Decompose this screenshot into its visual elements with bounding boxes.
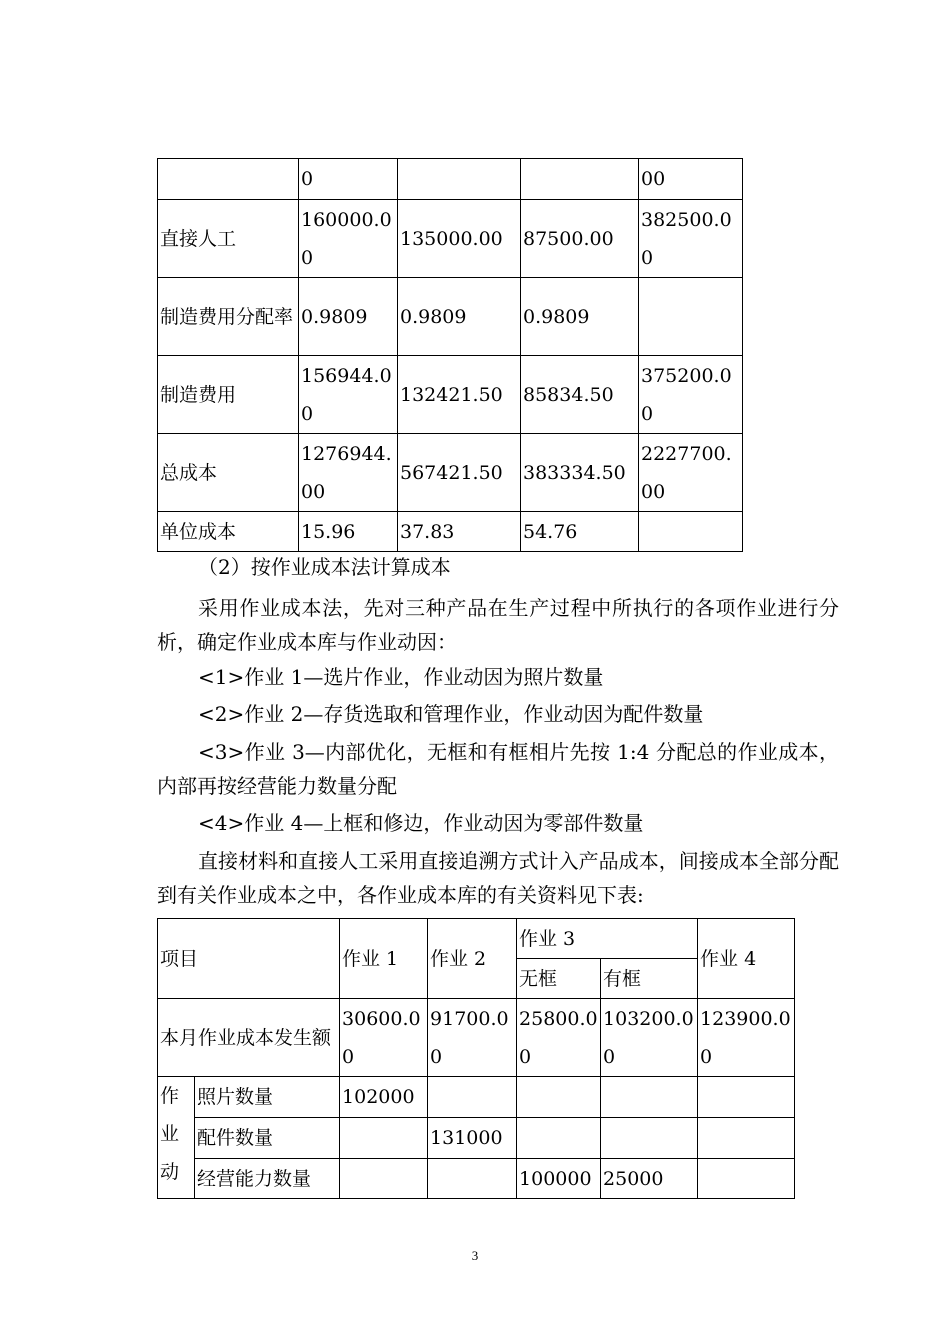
cell-value: 156944.00 [299, 356, 398, 434]
cell-value [521, 159, 639, 200]
cell-value: 375200.00 [639, 356, 743, 434]
activity-item: <2>作业 2—存货选取和管理作业，作业动因为配件数量 [198, 702, 704, 726]
cell-value: 0.9809 [398, 278, 521, 356]
row-label: 制造费用分配率 [158, 278, 299, 356]
cell-value: 30600.00 [340, 999, 428, 1077]
table-row [158, 999, 795, 1077]
cell-value [601, 1118, 698, 1159]
header-op4: 作业 4 [698, 919, 795, 999]
cell-value: 382500.00 [639, 200, 743, 278]
cell-value: 132421.50 [398, 356, 521, 434]
table-row [158, 278, 743, 356]
driver-group-label [158, 1077, 195, 1199]
cell-value: 00 [639, 159, 743, 200]
row-label [158, 159, 299, 200]
table-row [158, 200, 743, 278]
cell-value: 85834.50 [521, 356, 639, 434]
cell-value [428, 1159, 517, 1199]
row-label: 本月作业成本发生额 [158, 999, 340, 1077]
table-row [158, 356, 743, 434]
header-item: 项目 [158, 919, 340, 999]
cell-value: 567421.50 [398, 434, 521, 512]
cell-value: 54.76 [521, 512, 639, 552]
table-row [158, 159, 743, 200]
header-op1: 作业 1 [340, 919, 428, 999]
cell-value: 135000.00 [398, 200, 521, 278]
cell-value [698, 1118, 795, 1159]
cell-value: 160000.00 [299, 200, 398, 278]
cell-value: 25000 [601, 1159, 698, 1199]
cell-value [517, 1118, 601, 1159]
cell-value: 123900.00 [698, 999, 795, 1077]
row-label: 制造费用 [158, 356, 299, 434]
row-label: 直接人工 [158, 200, 299, 278]
table-row [158, 1159, 795, 1199]
cell-value [639, 512, 743, 552]
cell-value: 1276944.00 [299, 434, 398, 512]
cell-value: 102000 [340, 1077, 428, 1118]
row-label: 配件数量 [195, 1118, 340, 1159]
cell-value: 0.9809 [521, 278, 639, 356]
section-heading: （2）按作业成本法计算成本 [198, 555, 451, 579]
cell-value: 103200.00 [601, 999, 698, 1077]
cell-value [639, 278, 743, 356]
cell-value: 87500.00 [521, 200, 639, 278]
page-number: 3 [471, 1248, 479, 1263]
row-label: 总成本 [158, 434, 299, 512]
traditional-cost-table [157, 158, 743, 552]
header-op3-framed: 有框 [601, 959, 698, 999]
cell-value [698, 1077, 795, 1118]
header-op2: 作业 2 [428, 919, 517, 999]
cell-value: 2227700.00 [639, 434, 743, 512]
cell-value [340, 1159, 428, 1199]
cell-value: 37.83 [398, 512, 521, 552]
cell-value: 15.96 [299, 512, 398, 552]
cell-value: 25800.00 [517, 999, 601, 1077]
table-row [158, 512, 743, 552]
activity-item: <1>作业 1—选片作业，作业动因为照片数量 [198, 665, 604, 689]
cell-value: 131000 [428, 1118, 517, 1159]
table-header-row [158, 919, 795, 959]
cell-value: 0.9809 [299, 278, 398, 356]
cell-value: 100000 [517, 1159, 601, 1199]
body-paragraph: 直接材料和直接人工采用直接追溯方式计入产品成本，间接成本全部分配到有关作业成本之中，各作业成本库的有关资料见下表: [157, 849, 839, 907]
cell-value: 91700.00 [428, 999, 517, 1077]
cell-value: 0 [299, 159, 398, 200]
activity-cost-table [157, 918, 795, 1199]
cell-value [698, 1159, 795, 1199]
cell-value [428, 1077, 517, 1118]
cell-value [398, 159, 521, 200]
table-row [158, 1118, 795, 1159]
activity-item: <4>作业 4—上框和修边，作业动因为零部件数量 [198, 811, 644, 835]
row-label: 单位成本 [158, 512, 299, 552]
cell-value [340, 1118, 428, 1159]
cell-value: 383334.50 [521, 434, 639, 512]
driver-group-label-text: 作业动 [160, 1085, 180, 1183]
row-label: 经营能力数量 [195, 1159, 340, 1199]
row-label: 照片数量 [195, 1077, 340, 1118]
table-row [158, 1077, 795, 1118]
header-op3-unframed: 无框 [517, 959, 601, 999]
activity-item: <3>作业 3—内部优化，无框和有框相片先按 1:4 分配总的作业成本，内部再按经营能力数量分配 [157, 740, 839, 798]
header-op3: 作业 3 [517, 919, 698, 959]
table-row [158, 434, 743, 512]
cell-value [601, 1077, 698, 1118]
cell-value [517, 1077, 601, 1118]
body-paragraph: 采用作业成本法，先对三种产品在生产过程中所执行的各项作业进行分析，确定作业成本库与作业动因： [157, 596, 839, 654]
